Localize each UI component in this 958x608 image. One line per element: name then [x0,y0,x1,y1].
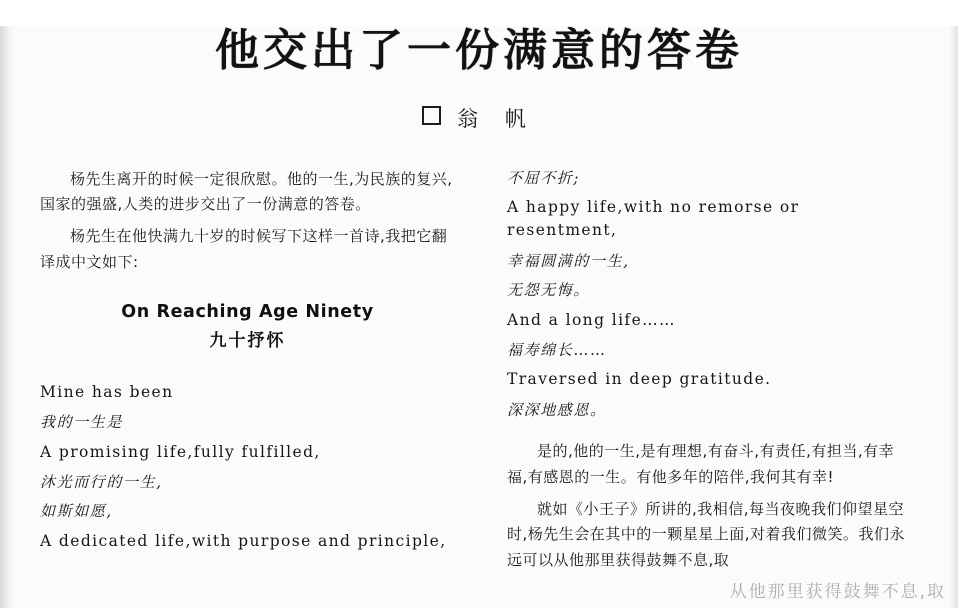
watermark-overlay: 从他那里获得鼓舞不息,取 [729,582,946,602]
poem-line: 不屈不折; [507,168,581,187]
poem-line: 如斯如愿, [40,502,113,521]
page-left-edge-shadow [0,26,14,608]
poem-title-cn: 九十抒怀 [209,330,286,351]
poem-line: Traversed in deep gratitude. [507,370,772,389]
page-right-edge-shadow [948,26,958,608]
left-column [40,167,455,580]
paragraph: 是的,他的一生,是有理想,有奋斗,有责任,有担当,有幸福,有感恩的一生。有他多年的陪伴,我何其有幸! [507,442,895,486]
poem-left [40,381,455,553]
poem-title [40,302,455,351]
article-columns [0,167,958,580]
poem-line: 我的一生是 [40,413,124,432]
poem-line: 沐光而行的一生, [40,472,163,491]
poem-line: And a long life…… [507,310,676,329]
document-page [0,26,958,608]
byline-author: 翁 帆 [457,106,536,131]
paragraph: 杨先生离开的时候一定很欣慰。他的一生,为民族的复兴,国家的强盛,人类的进步交出了一份满意的答卷。 [40,169,453,214]
page-title: 他交出了一份满意的答卷 [215,25,743,76]
paragraph: 杨先生在他快满九十岁的时候写下这样一首诗,我把它翻译成中文如下: [40,227,448,271]
byline [0,103,958,133]
poem-line: A dedicated life,with purpose and principle, [40,531,447,550]
poem-line: 深深地感恩。 [507,400,607,419]
poem-line: A happy life,with no remorse or resentment, [507,198,800,240]
paragraph: 就如《小王子》所讲的,我相信,每当夜晚我们仰望星空时,杨先生会在其中的一颗星星上面,对着我们微笑。我们永远可以从他那里获得鼓舞不息,取 [507,499,906,570]
poem-title-en: On Reaching Age Ninety [121,301,374,322]
poem-line: Mine has been [40,382,174,401]
poem-line: A promising life,fully fulfilled, [40,442,321,461]
byline-marker-icon [422,106,441,125]
poem-line: 福寿绵长…… [507,340,607,359]
poem-right [507,167,912,422]
right-column [507,167,912,580]
poem-line: 幸福圆满的一生, [507,251,630,270]
poem-line: 无怨无悔。 [507,281,591,300]
right-paragraphs [507,439,912,574]
